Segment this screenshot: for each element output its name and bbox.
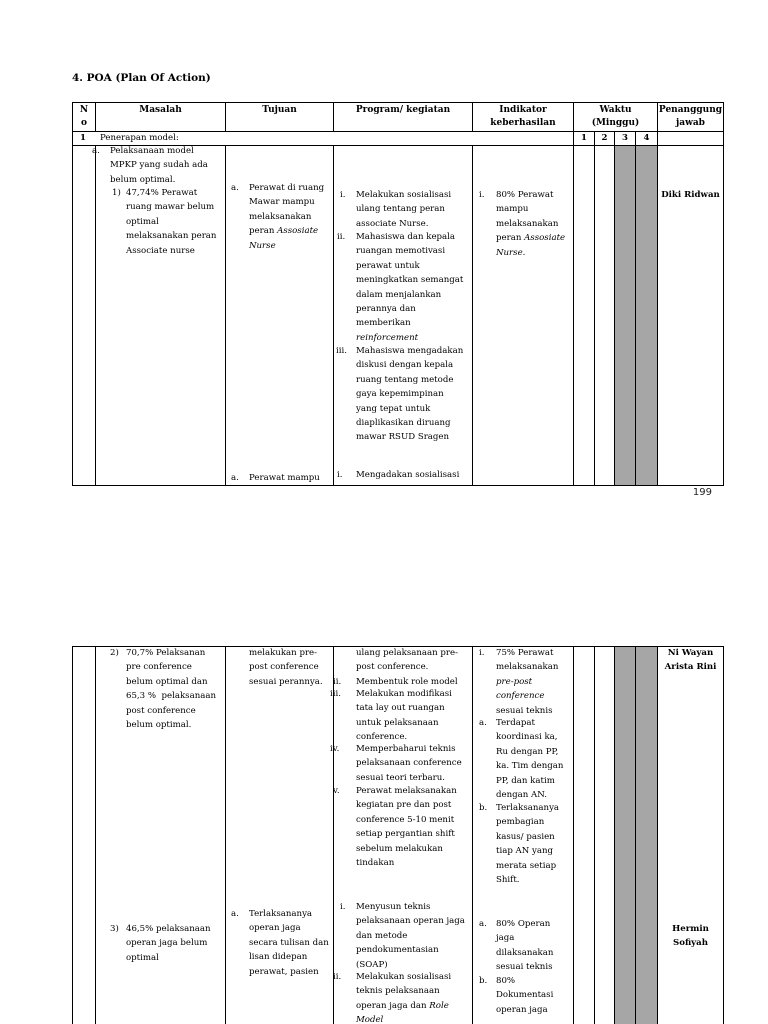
col-no-header: N o [79,105,89,128]
indikator-2-a: Terdapat koordinasi ka, Ru dengan PP, ka. Tim dengan PP, dan katim dengan AN. [496,718,564,801]
tujuan-next: Perawat mampu [249,473,320,483]
masalah-3: 46,5% pelaksanaan operan jaga belum optimal [126,924,211,963]
list-marker: iv. [330,744,340,754]
program-iii: Mahasiswa mengadakan diskusi dengan kepala ruang tentang metode gaya kepemimpinan yang tepat untuk diaplikasikan diruang mawar RSUD Sragen [356,346,464,443]
masalah-title: Penerapan model: [100,133,179,143]
list-marker: a. [231,473,239,483]
program-ii: Mahasiswa dan kepala ruangan memotivasi perawat untuk meningkatkan semangat dalam menjalankan perannya dan memberikan reinforcement [356,232,464,343]
program-2-cont: ulang pelaksanaan pre- post conference. [356,648,459,673]
col-masalah-header: Masalah [139,105,182,115]
indikator-2-i: 75% Perawat melaksanakan pre-post conference sesuai teknis [496,648,559,716]
section-heading: 4. POA (Plan Of Action) [72,72,211,84]
col-tujuan-header: Tujuan [262,105,297,115]
col-indikator-header: Indikator keberhasilan [490,105,556,128]
list-marker: i. [479,190,485,200]
tujuan-3: Terlaksananya operan jaga secara tulisan dan lisan didepan perawat, pasien [249,909,329,977]
list-marker: 1) [112,188,121,198]
penanggung-jawab: Diki Ridwan [661,190,720,200]
program-2-iii: Melakukan modifikasi tata lay out ruangan untuk pelaksanaan conference. [356,689,452,743]
list-marker: a. [231,909,239,919]
page-number: 199 [692,487,712,498]
list-marker: b. [479,803,488,813]
penanggung-jawab-2: Ni Wayan Arista Rini [664,648,717,673]
row-number: 1 [80,133,86,143]
indikator-2-b: Terlaksananya pembagian kasus/ pasien tiap AN yang merata setiap Shift. [496,803,560,886]
program-2-ii: Membentuk role model [356,677,458,687]
list-marker: i. [337,470,343,480]
list-marker: iii. [330,689,341,699]
list-marker: ii. [333,677,342,687]
list-marker: a. [479,919,487,929]
program-2-iv: Memperbaharui teknis pelaksanaan conference sesuai teori terbaru. [356,744,462,783]
poa-table-continued [0,520,768,1024]
masalah-1: 47,74% Perawat ruang mawar belum optimal melaksanakan peran Associate nurse [126,188,217,256]
col-pj-header: Penanggung jawab [658,105,723,128]
program-next: Mengadakan sosialisasi [356,470,460,480]
program-3-ii: Melakukan sosialisasi teknis pelaksanaan operan jaga dan Role Model [356,972,452,1024]
list-marker: i. [479,648,485,658]
list-marker: a. [231,183,239,193]
masalah-2: 70,7% Pelaksanan pre conference belum optimal dan 65,3 % pelaksanaan post conference belum optimal. [126,648,217,731]
indikator-i: 80% Perawat mampu melaksanakan peran Assosiate Nurse. [496,190,566,258]
program-i: Melakukan sosialisasi ulang tentang peran associate Nurse. [356,190,452,229]
program-2-v: Perawat melaksanakan kegiatan pre dan post conference 5-10 menit setiap pergantian shift sebelum melakukan tindakan [356,786,457,869]
list-marker: i. [340,902,346,912]
week-4-header: 4 [643,133,650,143]
list-marker: b. [479,976,488,986]
col-program-header: Program/ kegiatan [355,105,451,115]
tujuan-2: melakukan pre- post conference sesuai perannya. [249,648,323,687]
indikator-3-a: 80% Operan jaga dilaksanakan sesuai teknis [496,919,554,973]
list-marker: a. [479,718,487,728]
list-marker: 3) [110,924,119,934]
list-marker: i. [340,190,346,200]
masalah-a: Pelaksanaan model MPKP yang sudah ada belum optimal. [110,146,208,185]
col-waktu-header: Waktu (Minggu) [591,105,640,128]
penanggung-jawab-3: Hermin Sofiyah [672,924,709,949]
list-marker: ii. [333,972,342,982]
list-marker: a. [92,146,100,156]
tujuan-a: Perawat di ruang Mawar mampu melaksanakan peran Assosiate Nurse [249,183,325,251]
program-3-i: Menyusun teknis pelaksanaan operan jaga dan metode pendokumentasian (SOAP) [356,902,465,970]
week-3-header: 3 [622,133,628,143]
list-marker: ii. [337,232,346,242]
indikator-3-b: 80% Dokumentasi operan jaga [496,976,554,1015]
week-1-header: 1 [581,133,587,143]
list-marker: 2) [110,648,119,658]
week-2-header: 2 [601,133,608,143]
list-marker: v. [333,786,340,796]
document-page-2 [0,520,768,1024]
list-marker: iii. [336,346,347,356]
